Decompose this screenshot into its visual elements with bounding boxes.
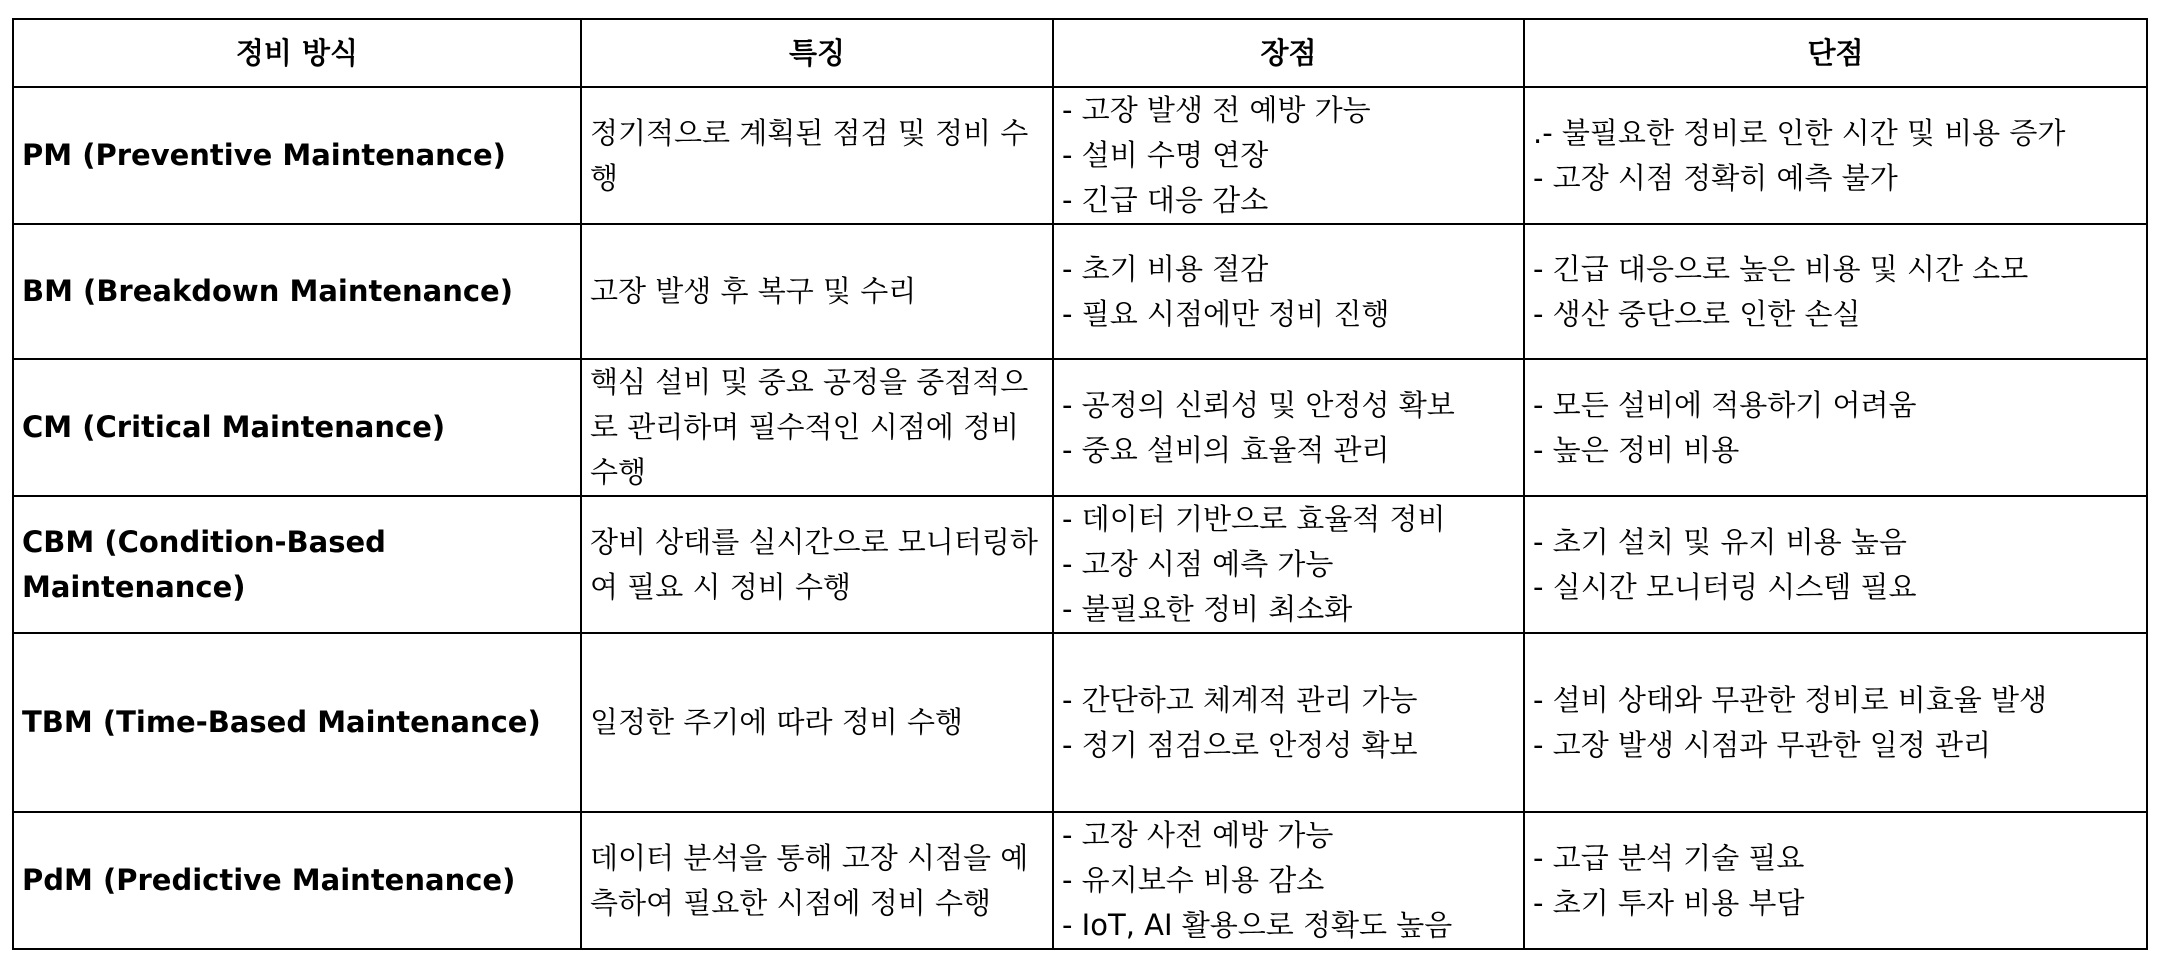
- pros-item: - 고장 사전 예방 가능: [1062, 818, 1334, 852]
- cons-item: - 고장 시점 정확히 예측 불가: [1533, 160, 1898, 195]
- pros-cell: [1053, 496, 1524, 633]
- cons-cell: [1524, 496, 2147, 633]
- pros-item: - 고장 시점 예측 가능: [1062, 547, 1334, 581]
- header-method: 정비 방식: [13, 19, 581, 87]
- cons-item: - 긴급 대응으로 높은 비용 및 시간 소모: [1533, 251, 2029, 286]
- pros-item: - 초기 비용 절감: [1062, 251, 1269, 286]
- feature-text: 장비 상태를 실시간으로 모니터링하여 필요 시 정비 수행: [590, 524, 1038, 604]
- cons-item: - 실시간 모니터링 시스템 필요: [1533, 569, 1917, 604]
- table-row: [13, 87, 2147, 224]
- header-cons: 단점: [1524, 19, 2147, 87]
- cons-item: - 고급 분석 기술 필요: [1533, 840, 1805, 875]
- pros-cell: [1053, 224, 1524, 359]
- cons-item: .- 불필요한 정비로 인한 시간 및 비용 증가: [1533, 115, 2066, 150]
- method-cell: PM (Preventive Maintenance): [13, 87, 581, 224]
- method-cell: PdM (Predictive Maintenance): [13, 812, 581, 949]
- feature-text: 데이터 분석을 통해 고장 시점을 예측하여 필요한 시점에 정비 수행: [590, 840, 1029, 920]
- table-row: [13, 359, 2147, 496]
- header-feature: 특징: [581, 19, 1053, 87]
- pros-item: - 설비 수명 연장: [1062, 138, 1269, 172]
- feature-cell: [581, 87, 1053, 224]
- feature-text: 정기적으로 계획된 점검 및 정비 수행: [590, 115, 1029, 195]
- cons-cell: [1524, 87, 2147, 224]
- method-cell: CM (Critical Maintenance): [13, 359, 581, 496]
- header-row: [13, 19, 2147, 87]
- pros-item: - 간단하고 체계적 관리 가능: [1062, 682, 1418, 717]
- pros-item: - 긴급 대응 감소: [1062, 183, 1269, 217]
- table-row: [13, 812, 2147, 949]
- table-row: [13, 633, 2147, 812]
- cons-cell: [1524, 633, 2147, 812]
- feature-cell: [581, 496, 1053, 633]
- feature-text: 핵심 설비 및 중요 공정을 중점적으로 관리하며 필수적인 시점에 정비 수행: [590, 365, 1029, 489]
- feature-text: 고장 발생 후 복구 및 수리: [590, 274, 917, 308]
- header-pros: 장점: [1053, 19, 1524, 87]
- pros-item: - IoT, AI 활용으로 정확도 높음: [1062, 908, 1453, 942]
- pros-item: - 정기 점검으로 안정성 확보: [1062, 727, 1418, 762]
- table-body: [13, 87, 2147, 949]
- feature-cell: [581, 633, 1053, 812]
- table-row: [13, 496, 2147, 633]
- feature-cell: [581, 224, 1053, 359]
- maintenance-comparison-table: [12, 18, 2148, 950]
- cons-item: - 모든 설비에 적용하기 어려움: [1533, 387, 1917, 422]
- pros-item: - 데이터 기반으로 효율적 정비: [1062, 502, 1446, 536]
- cons-item: - 생산 중단으로 인한 손실: [1533, 296, 1861, 331]
- cons-item: - 설비 상태와 무관한 정비로 비효율 발생: [1533, 682, 2047, 717]
- cons-item: - 고장 발생 시점과 무관한 일정 관리: [1533, 727, 1991, 762]
- feature-cell: [581, 359, 1053, 496]
- method-cell: CBM (Condition-Based Maintenance): [13, 496, 581, 633]
- cons-cell: [1524, 359, 2147, 496]
- pros-cell: [1053, 87, 1524, 224]
- pros-item: - 중요 설비의 효율적 관리: [1062, 432, 1390, 467]
- pros-item: - 유지보수 비용 감소: [1062, 863, 1325, 897]
- cons-item: - 초기 설치 및 유지 비용 높음: [1533, 524, 1907, 559]
- pros-cell: [1053, 633, 1524, 812]
- pros-item: - 고장 발생 전 예방 가능: [1062, 93, 1371, 127]
- method-cell: BM (Breakdown Maintenance): [13, 224, 581, 359]
- pros-item: - 필요 시점에만 정비 진행: [1062, 296, 1390, 331]
- pros-item: - 불필요한 정비 최소화: [1062, 592, 1353, 626]
- method-cell: TBM (Time-Based Maintenance): [13, 633, 581, 812]
- pros-cell: [1053, 812, 1524, 949]
- pros-item: - 공정의 신뢰성 및 안정성 확보: [1062, 387, 1455, 422]
- cons-cell: [1524, 224, 2147, 359]
- cons-item: - 높은 정비 비용: [1533, 432, 1740, 467]
- cons-cell: [1524, 812, 2147, 949]
- feature-text: 일정한 주기에 따라 정비 수행: [590, 705, 964, 739]
- table-row: [13, 224, 2147, 359]
- cons-item: - 초기 투자 비용 부담: [1533, 885, 1805, 920]
- feature-cell: [581, 812, 1053, 949]
- pros-cell: [1053, 359, 1524, 496]
